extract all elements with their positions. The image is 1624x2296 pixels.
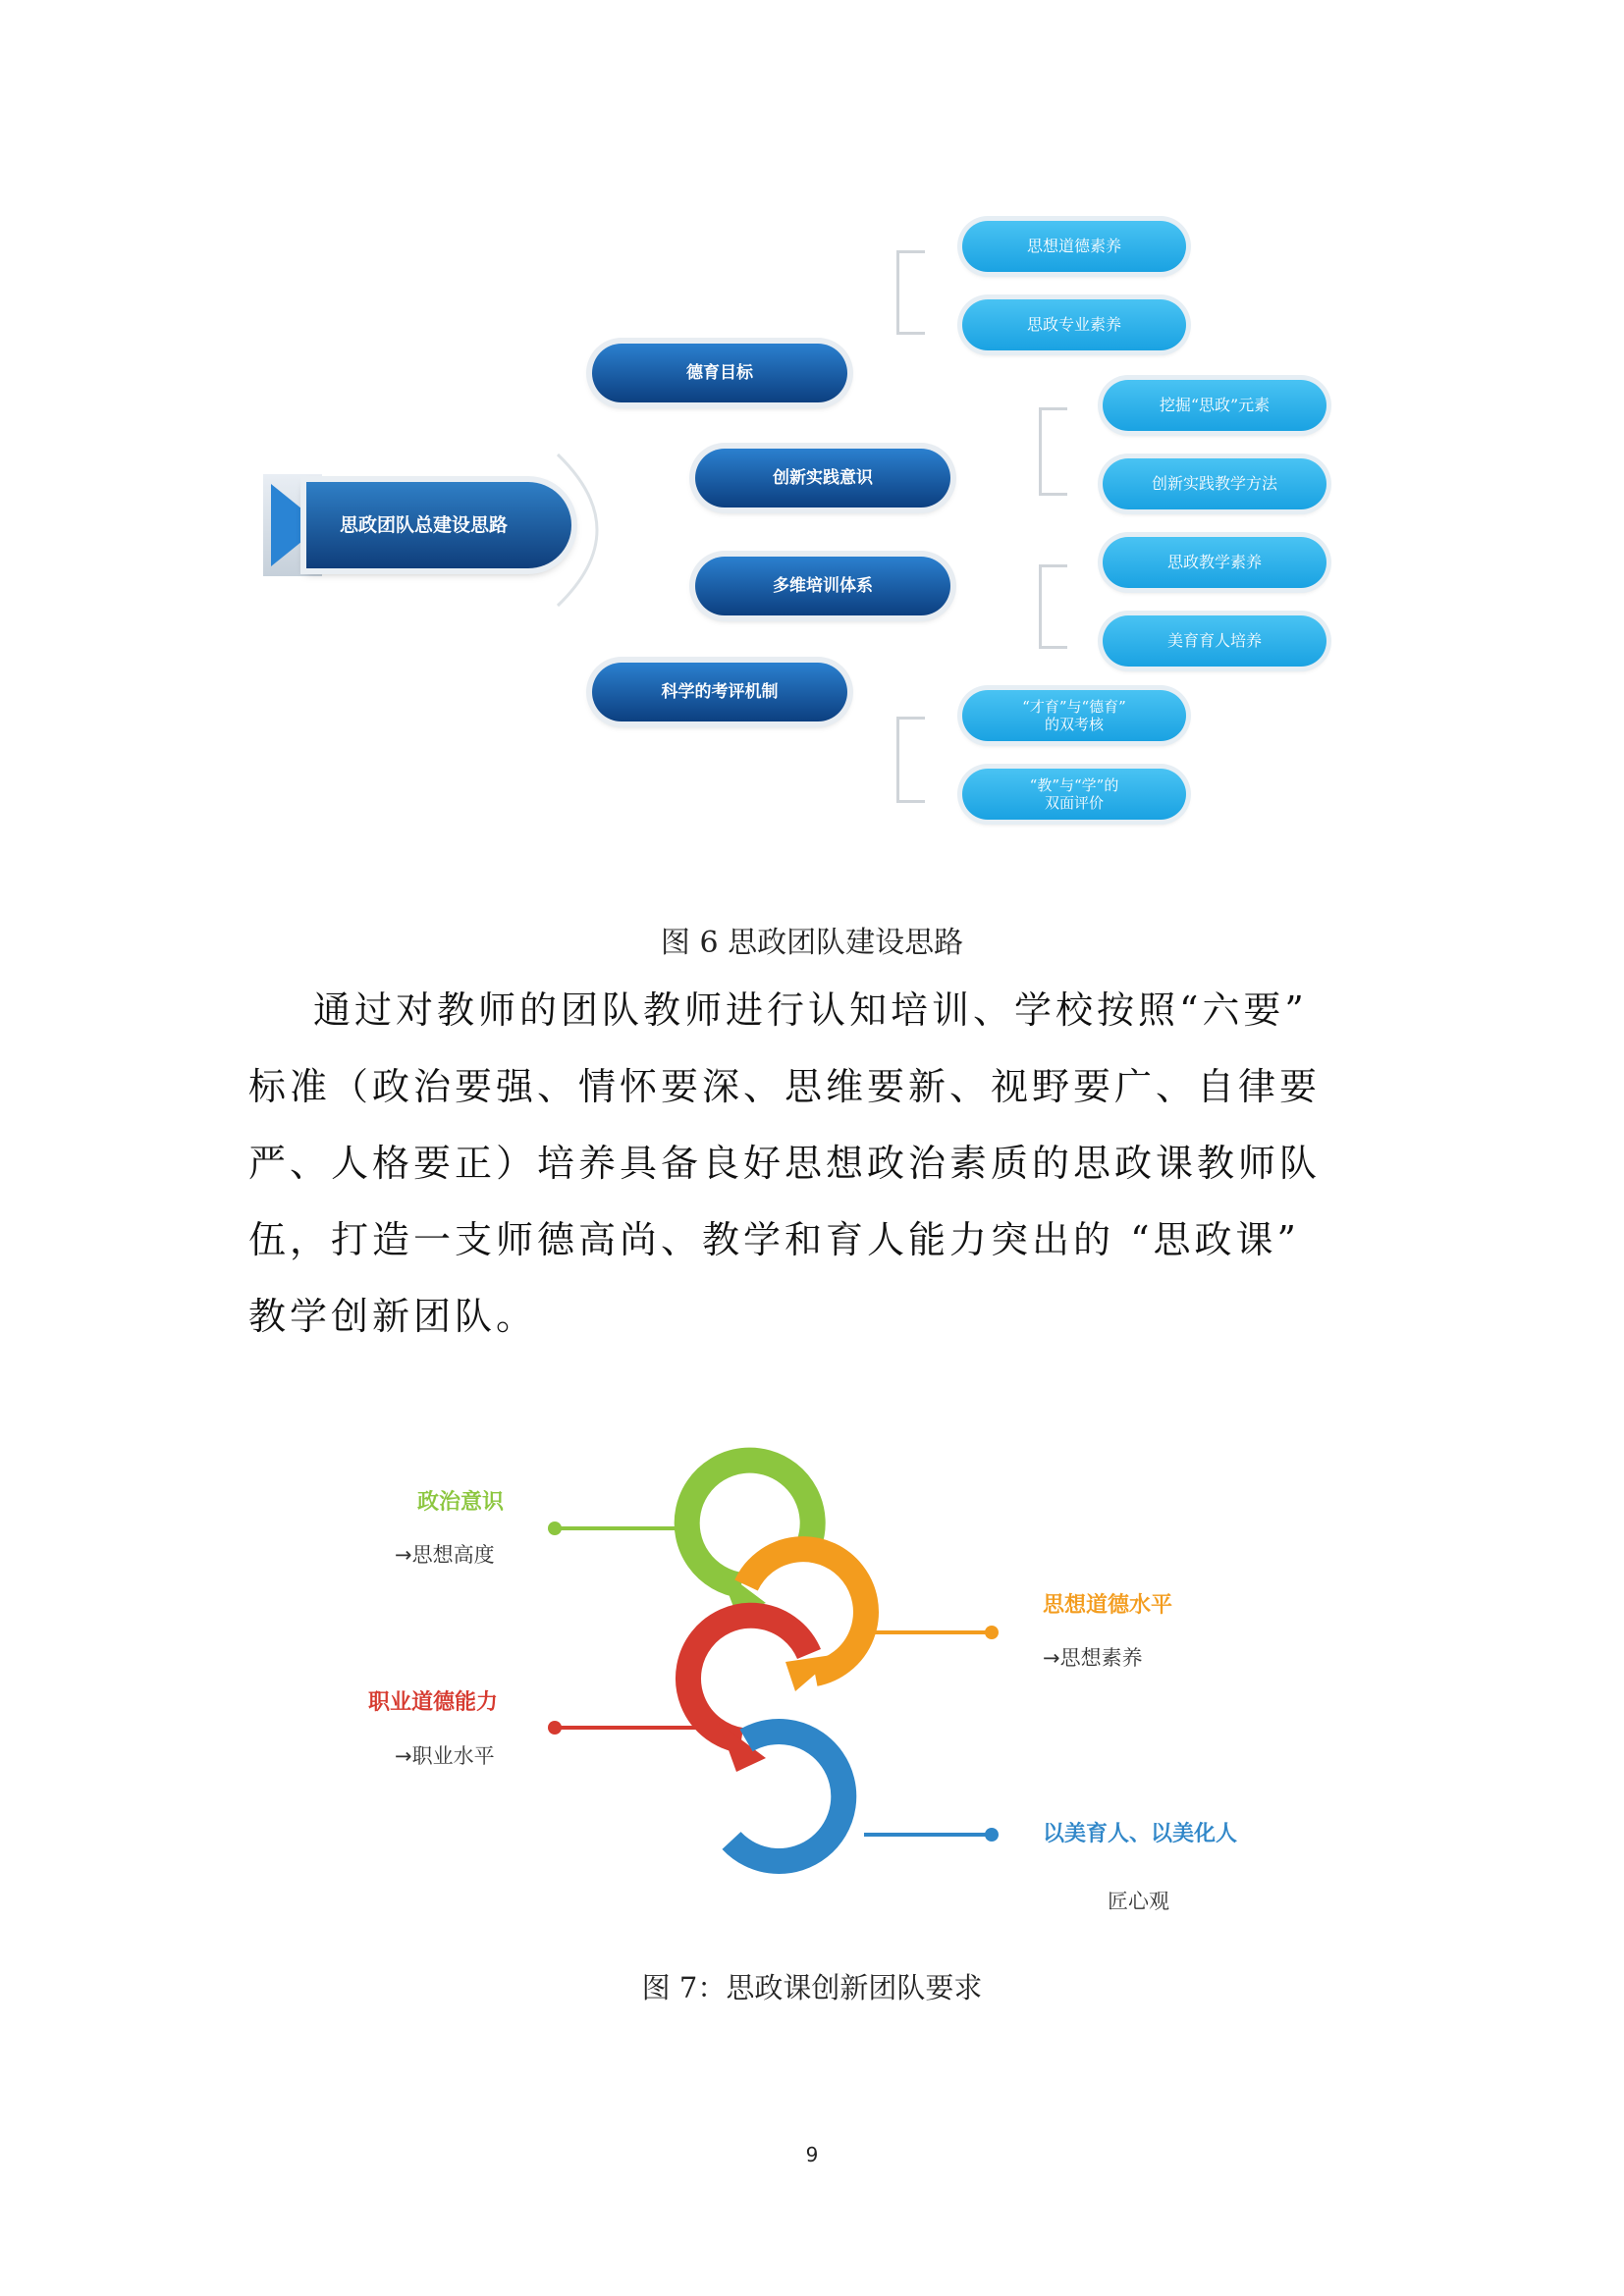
leaf-aesthetic: 美育育人培养 (1103, 615, 1326, 667)
leaf-innovative-methods: 创新实践教学方法 (1103, 458, 1326, 509)
leaf-mine-elements: 挖掘“思政”元素 (1103, 380, 1326, 431)
leaf-teaching-quality: 思政教学素养 (1103, 537, 1326, 588)
branch-innovation: 创新实践意识 (695, 449, 950, 507)
fig7-sub-moral: →思想素养 (1043, 1646, 1143, 1670)
root-node (263, 474, 577, 576)
branch-training: 多维培训体系 (695, 557, 950, 615)
branch-moral-goal: 德育目标 (592, 344, 847, 402)
paragraph-line: 严、人格要正）培养具备良好思想政治素质的思政课教师队 (248, 1142, 1322, 1185)
fig7-label-political: 政治意识 (417, 1490, 505, 1515)
bracket (896, 250, 925, 335)
paragraph-line: 伍，打造一支师德高尚、教学和育人能力突出的 “思政课” (248, 1218, 1300, 1261)
root-node-label: 思政团队总建设思路 (340, 514, 509, 536)
page-number: 9 (805, 2143, 819, 2166)
leaf-professional-quality: 思政专业素养 (962, 299, 1186, 350)
figure-7-caption: 图 7：思政课创新团队要求 (641, 1971, 983, 2004)
body-paragraph (248, 972, 1389, 1355)
fig7-label-moral: 思想道德水平 (1043, 1593, 1173, 1618)
bracket (896, 717, 925, 803)
figure-6-mindmap (263, 211, 1277, 820)
paragraph-line: 通过对教师的团队教师进行认知培训、学校按照“六要” (313, 988, 1308, 1032)
bracket (1039, 564, 1067, 649)
fig7-sub-political: →思想高度 (395, 1543, 495, 1567)
fig7-label-aesthetic: 以美育人、以美化人 (1043, 1822, 1238, 1846)
leaf-line: “教”与“学”的 (1029, 776, 1119, 794)
leaf-line: 双面评价 (1044, 794, 1104, 812)
figure-6-caption: 图 6 思政团队建设思路 (660, 926, 964, 960)
figure-7-diagram (353, 1428, 1286, 1958)
leaf-dual-assessment (962, 690, 1186, 741)
fig7-label-professional: 职业道德能力 (368, 1690, 499, 1715)
fig7-sub-aesthetic: 匠心观 (1108, 1890, 1169, 1913)
leaf-moral-quality: 思想道德素养 (962, 221, 1186, 272)
branch-assessment: 科学的考评机制 (592, 663, 847, 721)
leaf-line: “才育”与“德育” (1022, 698, 1126, 716)
leaf-dual-evaluation (962, 769, 1186, 820)
leaf-line: 的双考核 (1044, 716, 1104, 733)
fig7-sub-professional: →职业水平 (395, 1744, 495, 1768)
paragraph-line: 教学创新团队。 (248, 1295, 538, 1338)
paragraph-line: 标准（政治要强、情怀要深、思维要新、视野要广、自律要 (248, 1065, 1322, 1108)
bracket (1039, 407, 1067, 496)
